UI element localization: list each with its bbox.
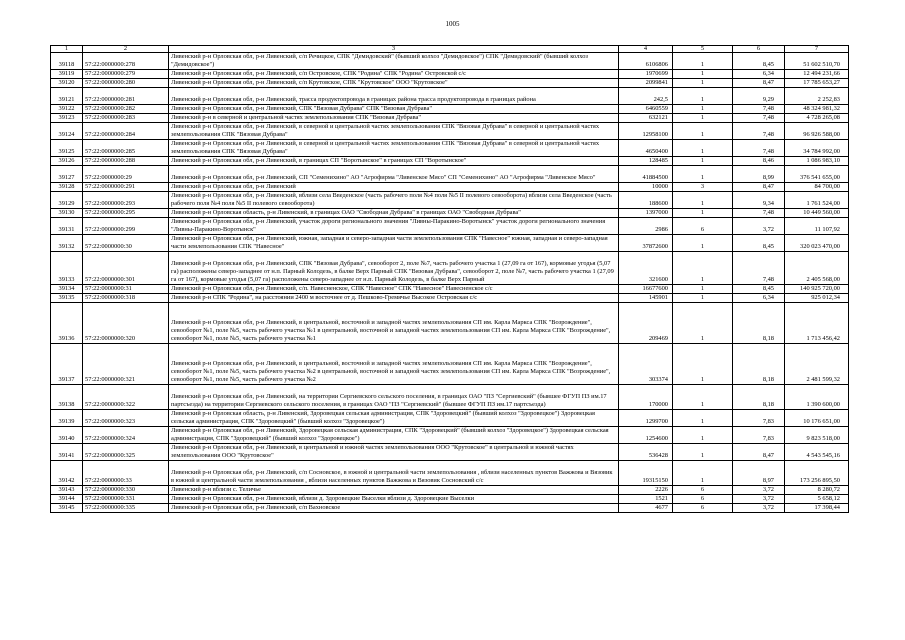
cadastral-number-cell: 57:22:0000000:318 <box>83 294 169 303</box>
cadastral-value-cell: 96 926 588,00 <box>785 123 849 140</box>
location-description-cell: Ливенский р-н Орловская обл, р-н Ливенский, с/п Крутовское, СПК "Крутовское" ООО "Крутовское" <box>169 79 619 88</box>
page-number: 1005 <box>445 20 460 28</box>
category-cell: 1 <box>673 70 733 79</box>
category-cell: 6 <box>673 486 733 495</box>
land-registry-table <box>50 45 849 513</box>
rate-cell: 7,83 <box>733 410 785 427</box>
row-number-cell: 39129 <box>51 192 83 209</box>
cadastral-value-cell: 17 785 653,27 <box>785 79 849 88</box>
category-cell: 1 <box>673 344 733 385</box>
cadastral-value-cell: 12 494 231,66 <box>785 70 849 79</box>
cadastral-value-cell: 2 481 599,32 <box>785 344 849 385</box>
rate-cell: 8,45 <box>733 53 785 70</box>
rate-cell: 9,34 <box>733 192 785 209</box>
cadastral-value-cell: 2 405 568,00 <box>785 252 849 285</box>
location-description-cell: Ливенский р-н Орловская обл, р-н Ливенский, в северной и центральной частях землепользования СПК "Вязовая Дубрава" в северной и центральной частях землепользования СПК "Вязовая Дубрава" <box>169 140 619 157</box>
row-number-cell: 39145 <box>51 504 83 513</box>
cadastral-value-cell: 2 252,83 <box>785 88 849 105</box>
cadastral-value-cell: 4 543 545,16 <box>785 444 849 461</box>
category-cell: 6 <box>673 504 733 513</box>
row-number-cell: 39135 <box>51 294 83 303</box>
area-cell: 536428 <box>619 444 673 461</box>
rate-cell: 8,97 <box>733 461 785 486</box>
cadastral-value-cell: 51 602 510,70 <box>785 53 849 70</box>
location-description-cell: Ливенский р-н Орловская обл, р-н Ливенский, с/п Речицкое, СПК "Демидовский" (бывший колхоз "Демидовское") СПК "Демидовский" (бывший колхоз "Демидовское") <box>169 53 619 70</box>
row-number-cell: 39137 <box>51 344 83 385</box>
category-cell: 1 <box>673 303 733 344</box>
cadastral-value-cell: 48 324 981,32 <box>785 105 849 114</box>
row-number-cell: 39130 <box>51 209 83 218</box>
table-row <box>51 166 849 183</box>
row-number-cell: 39119 <box>51 70 83 79</box>
category-cell: 1 <box>673 192 733 209</box>
cadastral-number-cell: 57:22:0000000:280 <box>83 79 169 88</box>
location-description-cell: Ливенский р-н Орловская обл, р-н Ливенский, в границах СП "Воротынское" в границах СП "Воротынское" <box>169 157 619 166</box>
column-header: 6 <box>733 46 785 53</box>
location-description-cell: Ливенский р-н Орловская область, р-н Ливенский, в границах ОАО "Свободная Дубрава" в границах ОАО "Свободная Дубрава" <box>169 209 619 218</box>
category-cell: 1 <box>673 79 733 88</box>
table-row <box>51 303 849 344</box>
rate-cell: 8,99 <box>733 166 785 183</box>
area-cell: 1397000 <box>619 209 673 218</box>
table-row <box>51 252 849 285</box>
column-header: 3 <box>169 46 619 53</box>
cadastral-number-cell: 57:22:0000000:279 <box>83 70 169 79</box>
location-description-cell: Ливенский р-н СПК "Родина", на расстоянии 2400 м восточнее от д. Пешково-Гремячье Высокое Островская с/с <box>169 294 619 303</box>
cadastral-number-cell: 57:22:0000000:31 <box>83 285 169 294</box>
category-cell: 3 <box>673 183 733 192</box>
row-number-cell: 39142 <box>51 461 83 486</box>
area-cell: 303374 <box>619 344 673 385</box>
area-cell: 188600 <box>619 192 673 209</box>
rate-cell: 7,83 <box>733 427 785 444</box>
rate-cell: 8,18 <box>733 344 785 385</box>
category-cell: 6 <box>673 495 733 504</box>
table-row <box>51 444 849 461</box>
area-cell: 4677 <box>619 504 673 513</box>
category-cell: 1 <box>673 444 733 461</box>
location-description-cell: Ливенский р-н Орловская обл, р-н Ливенский, Здоровецкая сельская администрация, СПК "Здоровецкий" (бывший колхоз "Здоровецкое") Здоровецкая сельская администрация, СПК "Здоровецкий" (бывший колхоз "Здоровецкое") <box>169 427 619 444</box>
cadastral-number-cell: 57:22:0000000:30 <box>83 235 169 252</box>
location-description-cell: Ливенский р-н вблизи с. Теличье <box>169 486 619 495</box>
cadastral-number-cell: 57:22:0000000:284 <box>83 123 169 140</box>
location-description-cell: Ливенский р-н в северной и центральной частях землепользования СПК "Вязовая Дубрава" <box>169 114 619 123</box>
table-row <box>51 183 849 192</box>
rate-cell: 8,45 <box>733 235 785 252</box>
location-description-cell: Ливенский р-н Орловская обл, р-н Ливенский, вблизи села Введенское (часть рабочего поля №4 поля №5 II полевого севооборота) вблизи села Введенское (часть рабочего поля №4 поля №5 II полевого севооборота) <box>169 192 619 209</box>
area-cell: 37872600 <box>619 235 673 252</box>
row-number-cell: 39123 <box>51 114 83 123</box>
cadastral-number-cell: 57:22:0000000:330 <box>83 486 169 495</box>
cadastral-value-cell: 1 086 983,10 <box>785 157 849 166</box>
table-row <box>51 140 849 157</box>
table-row <box>51 218 849 235</box>
rate-cell: 8,18 <box>733 303 785 344</box>
area-cell: 6106806 <box>619 53 673 70</box>
cadastral-value-cell: 1 761 524,00 <box>785 192 849 209</box>
table-row <box>51 285 849 294</box>
row-number-cell: 39132 <box>51 235 83 252</box>
cadastral-value-cell: 4 728 265,08 <box>785 114 849 123</box>
row-number-cell: 39141 <box>51 444 83 461</box>
table-row <box>51 461 849 486</box>
location-description-cell: Ливенский р-н Орловская обл, р-н Ливенский, в центральной, восточной и западной частях землепользования СП им. Карла Маркса СПК "Возрождение", севооборот №1, поле №5, часть рабочего участка №1 в центральной, восточной и западной частях землепользования СП им. Карла Маркса СПК "Возрождение", севооборот №1, поле №5, часть рабочего участка №1 <box>169 303 619 344</box>
cadastral-value-cell: 10 176 651,00 <box>785 410 849 427</box>
table-row <box>51 192 849 209</box>
category-cell: 1 <box>673 410 733 427</box>
area-cell: 1521 <box>619 495 673 504</box>
cadastral-number-cell: 57:22:0000000:281 <box>83 88 169 105</box>
cadastral-number-cell: 57:22:0000000:288 <box>83 157 169 166</box>
location-description-cell: Ливенский р-н Орловская обл, р-н Ливенский, СП "Семенихино" АО "Агрофирма "Ливенское Мясо" СП "Семенихино" АО "Агрофирма "Ливенское Мясо" <box>169 166 619 183</box>
rate-cell: 8,47 <box>733 79 785 88</box>
cadastral-number-cell: 57:22:0000000:324 <box>83 427 169 444</box>
area-cell: 1254600 <box>619 427 673 444</box>
cadastral-number-cell: 57:22:0000000:321 <box>83 344 169 385</box>
rate-cell: 7,48 <box>733 114 785 123</box>
rate-cell: 7,48 <box>733 105 785 114</box>
cadastral-value-cell: 10 449 560,00 <box>785 209 849 218</box>
category-cell: 1 <box>673 427 733 444</box>
cadastral-value-cell: 9 823 518,00 <box>785 427 849 444</box>
row-number-cell: 39118 <box>51 53 83 70</box>
category-cell: 1 <box>673 385 733 410</box>
area-cell: 242,5 <box>619 88 673 105</box>
rate-cell: 8,47 <box>733 183 785 192</box>
column-header: 1 <box>51 46 83 53</box>
rate-cell: 6,34 <box>733 70 785 79</box>
table-row <box>51 235 849 252</box>
row-number-cell: 39120 <box>51 79 83 88</box>
cadastral-number-cell: 57:22:0000000:278 <box>83 53 169 70</box>
row-number-cell: 39144 <box>51 495 83 504</box>
cadastral-number-cell: 57:22:0000000:291 <box>83 183 169 192</box>
area-cell: 16677600 <box>619 285 673 294</box>
table-row <box>51 157 849 166</box>
table-row <box>51 70 849 79</box>
table-row <box>51 427 849 444</box>
rate-cell: 3,72 <box>733 486 785 495</box>
location-description-cell: Ливенский р-н Орловская обл, р-н Ливенский, СПК "Вязовая Дубрава" СПК "Вязовая Дубрава" <box>169 105 619 114</box>
table-row <box>51 385 849 410</box>
cadastral-number-cell: 57:22:0000000:301 <box>83 252 169 285</box>
category-cell: 1 <box>673 123 733 140</box>
location-description-cell: Ливенский р-н Орловская область, р-н Ливенский, Здоровецкая сельская администрация, СПК "Здоровецкий" (бывший колхоз "Здоровецкое") Здоровецкая сельская администрация, СПК "Здоровецкий" (бывший колхоз "Здоровецкое") <box>169 410 619 427</box>
row-number-cell: 39127 <box>51 166 83 183</box>
location-description-cell: Ливенский р-н Орловская обл, р-н Ливенский, южная, западная и северо-западная части землепользования СПК "Навесное" южная, западная и северо-западная части землепользования СПК "Навесное" <box>169 235 619 252</box>
table-row <box>51 504 849 513</box>
cadastral-value-cell: 1 390 600,00 <box>785 385 849 410</box>
cadastral-value-cell: 11 107,92 <box>785 218 849 235</box>
location-description-cell: Ливенский р-н Орловская обл, р-н Ливенский, в центральной и южной частях землепользования ООО "Крутовское" в центральной и южной частях землепользования ООО "Крутовское" <box>169 444 619 461</box>
rate-cell: 3,72 <box>733 218 785 235</box>
location-description-cell: Ливенский р-н Орловская обл, р-н Ливенский, в центральной, восточной и западной частях землепользования СП им. Карла Маркса СПК "Возрождение", севооборот №1, поле №5, часть рабочего участка №2 в центральной, восточной и западной частях землепользования СП им. Карла Маркса СПК "Возрождение", севооборот №1, поле №5, часть рабочего участка №2 <box>169 344 619 385</box>
location-description-cell: Ливенский р-н Орловская обл, р-н Ливенский, на территории Сергиевского сельского поселения, в границах ОАО "ПЗ "Сергиевский" (бывшее ФГУП ПЗ им.17 партсъезда) на территории Сергиевского сельского поселения, в границах ОАО "ПЗ "Сергиевский" (бывшее ФГУП ПЗ им.17 партсъезда) <box>169 385 619 410</box>
table-row <box>51 209 849 218</box>
table-row <box>51 79 849 88</box>
category-cell: 1 <box>673 166 733 183</box>
location-description-cell: Ливенский р-н Орловская обл, р-н Ливенский, с/п Вахновское <box>169 504 619 513</box>
cadastral-value-cell: 34 784 992,00 <box>785 140 849 157</box>
area-cell: 6460559 <box>619 105 673 114</box>
rate-cell: 7,48 <box>733 252 785 285</box>
area-cell: 145901 <box>619 294 673 303</box>
category-cell: 1 <box>673 53 733 70</box>
row-number-cell: 39138 <box>51 385 83 410</box>
cadastral-number-cell: 57:22:0000000:285 <box>83 140 169 157</box>
row-number-cell: 39124 <box>51 123 83 140</box>
rate-cell: 8,46 <box>733 157 785 166</box>
column-header: 4 <box>619 46 673 53</box>
rate-cell: 8,18 <box>733 385 785 410</box>
cadastral-value-cell: 84 700,00 <box>785 183 849 192</box>
cadastral-number-cell: 57:22:0000000:323 <box>83 410 169 427</box>
location-description-cell: Ливенский р-н Орловская обл, р-н Ливенский, в северной и центральной частях землепользования СПК "Вязовая Дубрава" в северной и центральной частях землепользования СПК "Вязовая Дубрава" <box>169 123 619 140</box>
cadastral-number-cell: 57:22:0000000:299 <box>83 218 169 235</box>
category-cell: 1 <box>673 157 733 166</box>
cadastral-number-cell: 57:22:0000000:295 <box>83 209 169 218</box>
location-description-cell: Ливенский р-н Орловская обл, р-н Ливенский, с/п Сосновское, в южной и центральной части землепользования , вблизи населенных пунктов Важжова и Вязовик в южной и центральной части землепользования , вблизи населенных пунктов Важжова и Вязовик Сосновский с/с <box>169 461 619 486</box>
cadastral-value-cell: 8 280,72 <box>785 486 849 495</box>
location-description-cell: Ливенский р-н Орловская обл, р-н Ливенский, вблизи д. Здоровецкие Выселки вблизи д. Здоровецкие Выселки <box>169 495 619 504</box>
location-description-cell: Ливенский р-н Орловская обл, р-н Ливенский <box>169 183 619 192</box>
location-description-cell: Ливенский р-н Орловская обл, р-н Ливенский, СПК "Вязовая Дубрава", севооборот 2, поле №7, часть рабочего участка 1 (27,09 га от 167), кормовые угодья (5,07 га) расположены северо-западнее от н.п. Парный Колодезь, в балке Верх Парный СПК "Вязовая Дубрава", севооборот 2, поле №7, часть рабочего участка 1 (27,09 га от 167), кормовые угодья (5,07 га) расположены северо-западнее от н.п. Парный Колодезь, в балке Верх Парный <box>169 252 619 285</box>
area-cell: 128485 <box>619 157 673 166</box>
cadastral-number-cell: 57:22:0000000:325 <box>83 444 169 461</box>
area-cell: 209469 <box>619 303 673 344</box>
area-cell: 1299700 <box>619 410 673 427</box>
rate-cell: 9,29 <box>733 88 785 105</box>
location-description-cell: Ливенский р-н Орловская обл, р-н Ливенский, с/п Островское, СПК "Родина" СПК "Родина" Островской с/с <box>169 70 619 79</box>
row-number-cell: 39131 <box>51 218 83 235</box>
cadastral-value-cell: 320 023 470,00 <box>785 235 849 252</box>
cadastral-number-cell: 57:22:0000000:293 <box>83 192 169 209</box>
cadastral-value-cell: 376 541 655,00 <box>785 166 849 183</box>
row-number-cell: 39125 <box>51 140 83 157</box>
area-cell: 632121 <box>619 114 673 123</box>
category-cell: 1 <box>673 235 733 252</box>
location-description-cell: Ливенский р-н Орловская обл, р-н Ливенский, участок дороги регионального значения "Ливны-Паракино-Воротынск" участок дороги регионального значения "Ливны-Паракино-Воротынск" <box>169 218 619 235</box>
category-cell: 1 <box>673 105 733 114</box>
row-number-cell: 39133 <box>51 252 83 285</box>
category-cell: 1 <box>673 140 733 157</box>
cadastral-number-cell: 57:22:0000000:283 <box>83 114 169 123</box>
cadastral-number-cell: 57:22:0000000:322 <box>83 385 169 410</box>
rate-cell: 6,34 <box>733 294 785 303</box>
location-description-cell: Ливенский р-н Орловская обл, р-н Ливенский, с/п. Навесненское, СПК "Навесное" СПК "Навесное" Навесненское с/с <box>169 285 619 294</box>
table-row <box>51 294 849 303</box>
area-cell: 321600 <box>619 252 673 285</box>
rate-cell: 3,72 <box>733 495 785 504</box>
area-cell: 4650400 <box>619 140 673 157</box>
rate-cell: 7,48 <box>733 123 785 140</box>
cadastral-number-cell: 57:22:0000000:335 <box>83 504 169 513</box>
column-header: 2 <box>83 46 169 53</box>
area-cell: 2099841 <box>619 79 673 88</box>
category-cell: 1 <box>673 285 733 294</box>
header-row <box>51 46 849 53</box>
area-cell: 10000 <box>619 183 673 192</box>
area-cell: 170000 <box>619 385 673 410</box>
row-number-cell: 39136 <box>51 303 83 344</box>
area-cell: 2986 <box>619 218 673 235</box>
row-number-cell: 39139 <box>51 410 83 427</box>
cadastral-number-cell: 57:22:0000000:320 <box>83 303 169 344</box>
column-header: 7 <box>785 46 849 53</box>
cadastral-number-cell: 57:22:0000000:282 <box>83 105 169 114</box>
rate-cell: 7,48 <box>733 140 785 157</box>
cadastral-value-cell: 173 256 895,50 <box>785 461 849 486</box>
area-cell: 41884500 <box>619 166 673 183</box>
rate-cell: 8,47 <box>733 444 785 461</box>
row-number-cell: 39134 <box>51 285 83 294</box>
cadastral-number-cell: 57:22:0000000:33 <box>83 461 169 486</box>
cadastral-value-cell: 17 398,44 <box>785 504 849 513</box>
row-number-cell: 39122 <box>51 105 83 114</box>
cadastral-value-cell: 925 012,34 <box>785 294 849 303</box>
row-number-cell: 39121 <box>51 88 83 105</box>
row-number-cell: 39128 <box>51 183 83 192</box>
rate-cell: 8,45 <box>733 285 785 294</box>
category-cell: 1 <box>673 461 733 486</box>
cadastral-number-cell: 57:22:0000000:331 <box>83 495 169 504</box>
column-header: 5 <box>673 46 733 53</box>
table-row <box>51 114 849 123</box>
rate-cell: 3,72 <box>733 504 785 513</box>
cadastral-value-cell: 1 713 456,42 <box>785 303 849 344</box>
category-cell: 1 <box>673 252 733 285</box>
area-cell: 19315150 <box>619 461 673 486</box>
row-number-cell: 39126 <box>51 157 83 166</box>
cadastral-value-cell: 140 925 720,00 <box>785 285 849 294</box>
area-cell: 2226 <box>619 486 673 495</box>
area-cell: 1970699 <box>619 70 673 79</box>
table-row <box>51 88 849 105</box>
category-cell: 1 <box>673 114 733 123</box>
table-row <box>51 53 849 70</box>
table-row <box>51 123 849 140</box>
cadastral-number-cell: 57:22:0000000:29 <box>83 166 169 183</box>
row-number-cell: 39143 <box>51 486 83 495</box>
category-cell: 6 <box>673 218 733 235</box>
table-row <box>51 344 849 385</box>
table-row <box>51 486 849 495</box>
category-cell: 1 <box>673 294 733 303</box>
area-cell: 12958100 <box>619 123 673 140</box>
table-row <box>51 495 849 504</box>
category-cell: 1 <box>673 88 733 105</box>
category-cell: 1 <box>673 209 733 218</box>
location-description-cell: Ливенский р-н Орловская обл, р-н Ливенский, трасса продуктопровода в границах района трасса продуктопровода в границах района <box>169 88 619 105</box>
row-number-cell: 39140 <box>51 427 83 444</box>
table-row <box>51 105 849 114</box>
table-row <box>51 410 849 427</box>
rate-cell: 7,48 <box>733 209 785 218</box>
cadastral-value-cell: 5 658,12 <box>785 495 849 504</box>
